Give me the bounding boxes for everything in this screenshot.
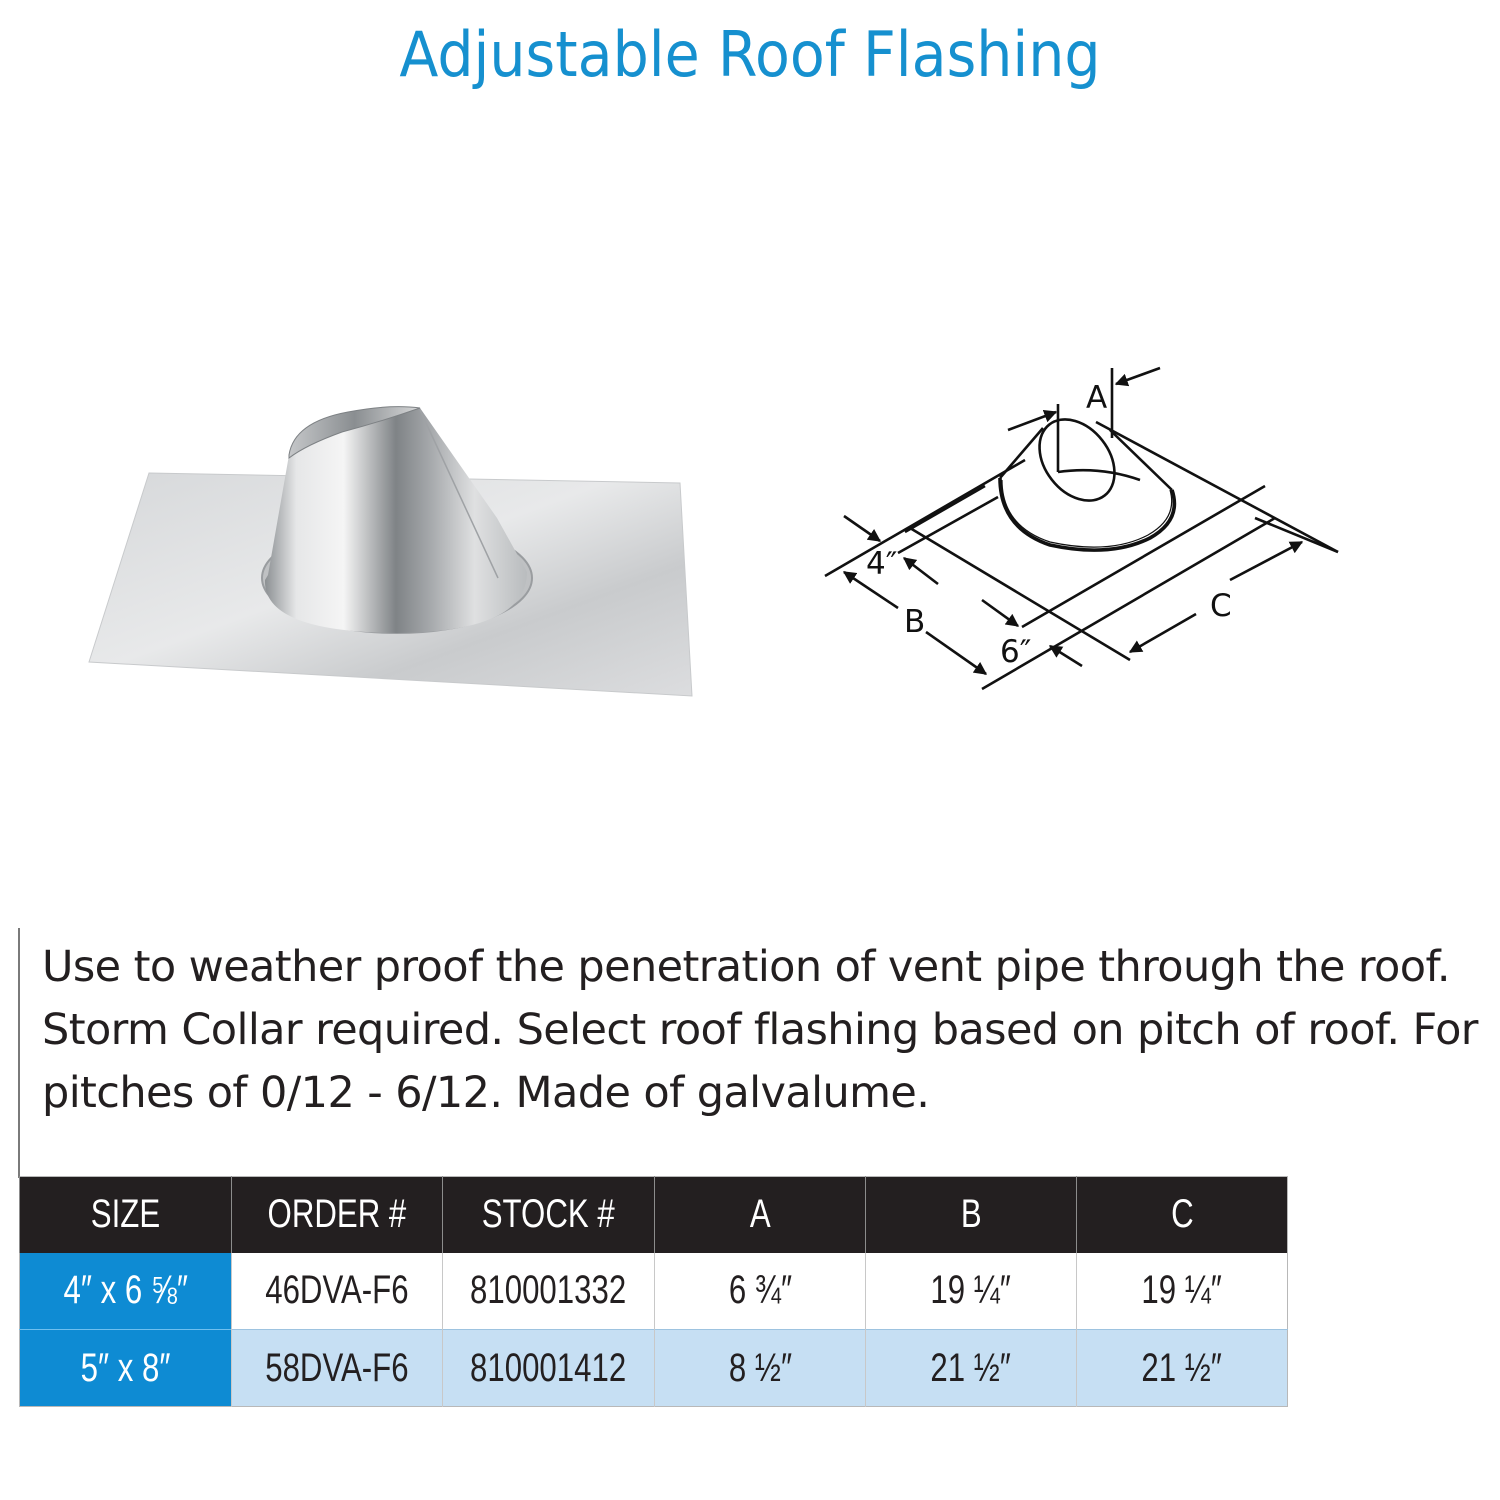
column-header-order: ORDER # [232, 1177, 443, 1253]
size-cell: 5″ x 8″ [20, 1330, 232, 1407]
dim-c-cell: 19 ¼″ [1077, 1253, 1288, 1330]
specification-table [19, 1176, 1288, 1407]
dim-b-cell: 21 ½″ [866, 1330, 1077, 1407]
dim-a-cell: 6 ¾″ [655, 1253, 866, 1330]
label-c: C [1210, 588, 1232, 624]
table-header-row [20, 1177, 1288, 1253]
label-b: B [904, 604, 926, 640]
column-header-b: B [866, 1177, 1077, 1253]
table-row [20, 1253, 1288, 1330]
description-divider [18, 928, 20, 1178]
label-4in: 4″ [866, 546, 898, 582]
column-header-stock: STOCK # [443, 1177, 655, 1253]
dimension-diagram [810, 360, 1350, 700]
column-header-c: C [1077, 1177, 1288, 1253]
dim-b-cell: 19 ¼″ [866, 1253, 1077, 1330]
dim-a-cell: 8 ½″ [655, 1330, 866, 1407]
product-description: Use to weather proof the penetration of vent pipe through the roof. Storm Collar required. Select roof flashing based on pitch of roof. For pitches of 0/12 - 6/12. Made of galvalume. [42, 942, 1478, 1118]
column-header-size: SIZE [20, 1177, 232, 1253]
label-a: A [1086, 380, 1108, 416]
stock-cell: 810001332 [443, 1253, 655, 1330]
stock-cell: 810001412 [443, 1330, 655, 1407]
product-photo [80, 340, 710, 710]
size-cell: 4″ x 6 ⅝″ [20, 1253, 232, 1330]
label-6in: 6″ [1000, 634, 1032, 670]
order-cell: 46DVA-F6 [232, 1253, 443, 1330]
dim-c-cell: 21 ½″ [1077, 1330, 1288, 1407]
table-row [20, 1330, 1288, 1407]
column-header-a: A [655, 1177, 866, 1253]
page-title: Adjustable Roof Flashing [399, 18, 1101, 91]
order-cell: 58DVA-F6 [232, 1330, 443, 1407]
